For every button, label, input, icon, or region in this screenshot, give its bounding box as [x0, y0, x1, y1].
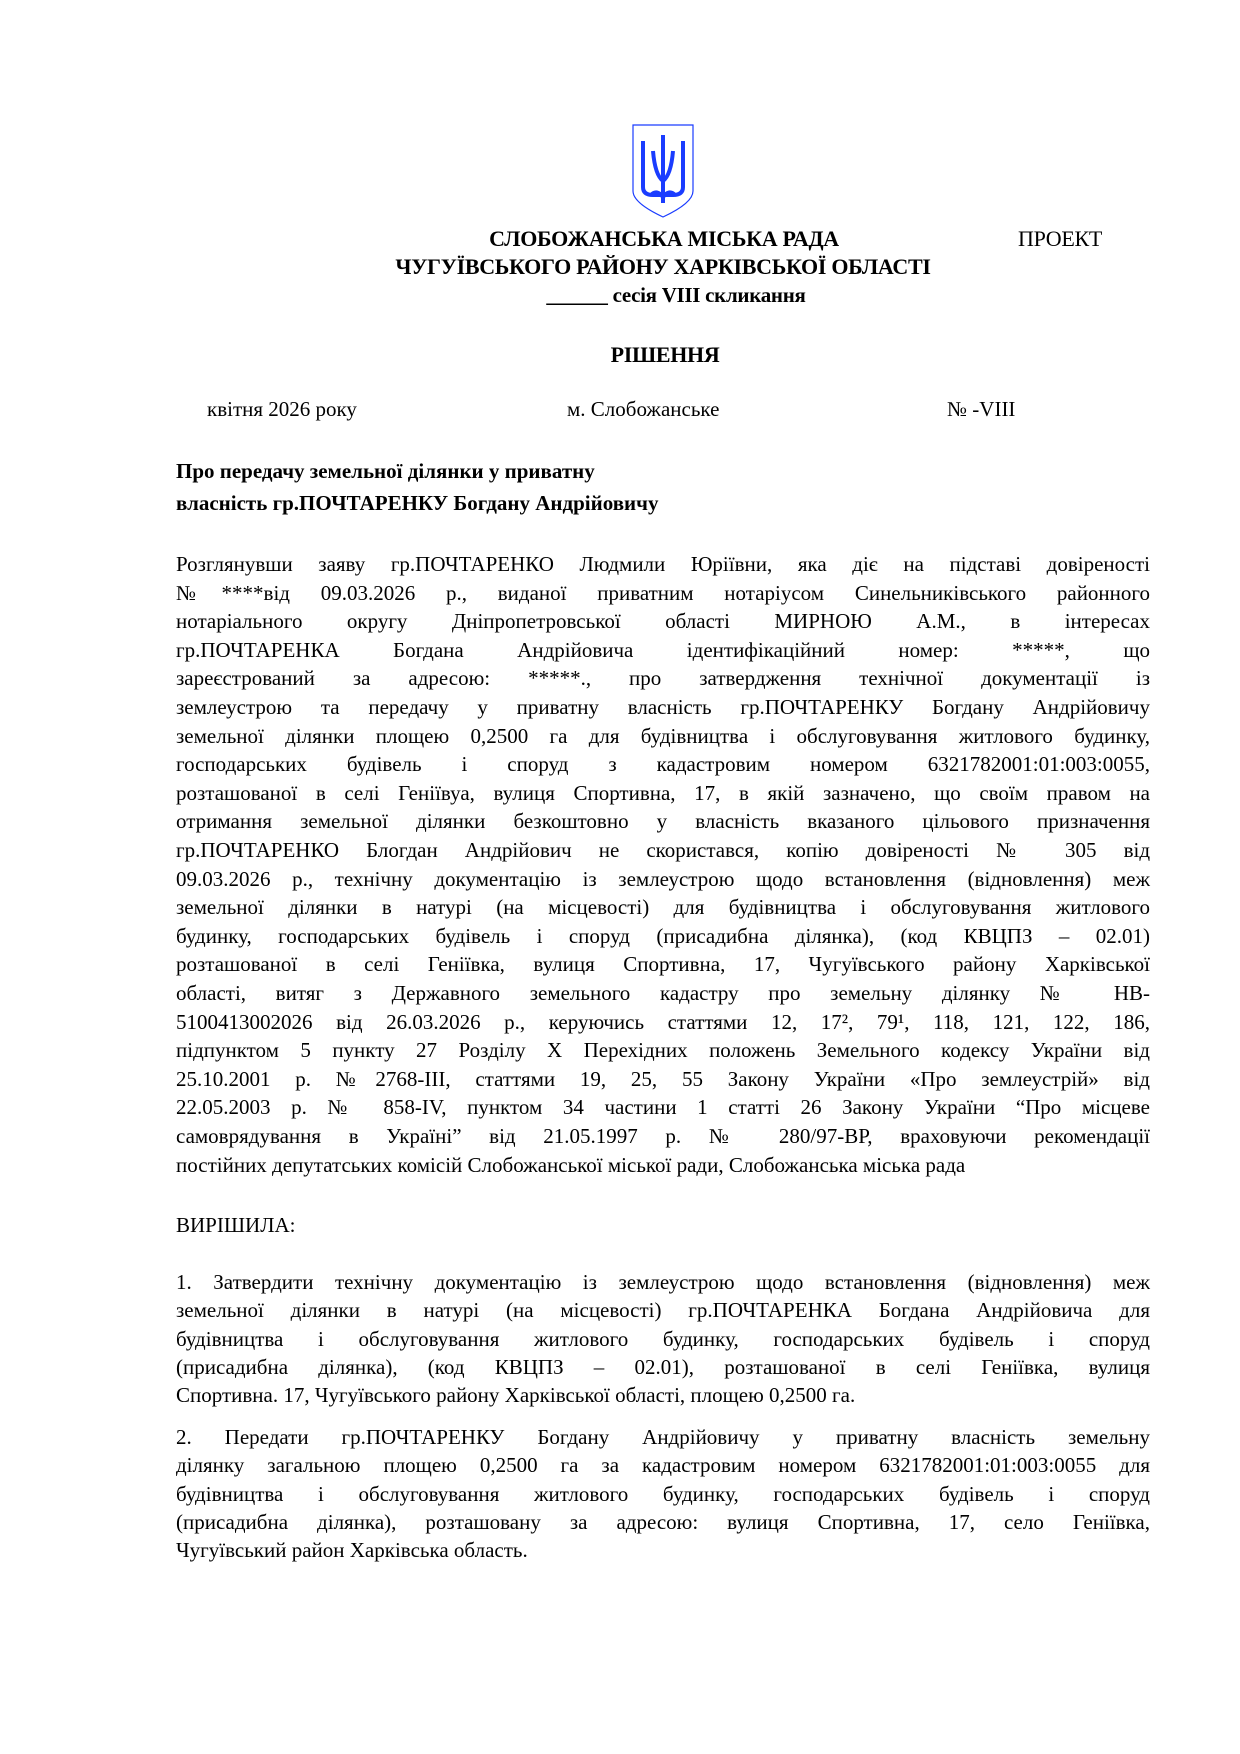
preamble-line: розташованої в селі Геніївка, вулиця Спортивна, 17, Чугуївського району Харківської [176, 952, 1150, 977]
preamble-line: будинку, господарських будівель і споруд (присадибна ділянка), (код КВЦПЗ – 02.01) [176, 923, 1150, 948]
preamble-line: Розглянувши заяву гр.ПОЧТАРЕНКО Людмили Юріївни, яка діє на підставі довіреності [176, 552, 1150, 576]
preamble-line: землеустрою та передачу у приватну власність гр.ПОЧТАРЕНКУ Богдану Андрійовичу [176, 695, 1150, 719]
item2-line: будівництва і обслуговування житлового будинку, господарських будівель і споруд [176, 1481, 1150, 1506]
preamble-line: розташованої в селі Генiївуа, вулиця Спортивна, 17, в якій зазначено, що своїм правом на [176, 780, 1150, 805]
preamble-line: господарських будівель і споруд з кадастровим номером 6321782001:01:003:0055, [176, 752, 1150, 777]
item1-line: (присадибна ділянка), (код КВЦПЗ – 02.01), розташованої в селі Геніївка, вулиця [176, 1354, 1150, 1379]
resolved-heading: ВИРІШИЛА: [176, 1213, 296, 1237]
decision-place: м. Слобожанське [567, 397, 720, 421]
preamble-line: підпунктом 5 пункту 27 Розділу X Перехідних положень Земельного кодексу України від [176, 1038, 1150, 1063]
item1-line: Спортивна. 17, Чугуївського району Харківської області, площею 0,2500 га. [176, 1383, 856, 1408]
item2-line: ділянку загальною площею 0,2500 га за кадастровим номером 6321782001:01:003:0055 для [176, 1453, 1150, 1478]
preamble-line: 22.05.2003 р. № 858-IV, пунктом 34 частини 1 статті 26 Закону України “Про місцеве [176, 1095, 1150, 1120]
draft-label: ПРОЕКТ [1018, 226, 1103, 251]
preamble-line: 5100413002026 від 26.03.2026 р., керуючись статтями 12, 17², 79¹, 118, 121, 122, 186, [176, 1009, 1150, 1034]
preamble-line: 25.10.2001 р. №2768-ІІІ, статтями 19, 25, 55 Закону України «Про землеустрій» від [176, 1066, 1150, 1091]
item1-line: 1. Затвердити технічну документацію із землеустрою щодо встановлення (відновлення) меж [176, 1270, 1150, 1294]
preamble-line: зареєстрований за адресою: *****., про затвердження технічної документації із [176, 666, 1150, 691]
coat-of-arms-icon [631, 123, 695, 219]
item2-line: (присадибна ділянка), розташовану за адресою: вулиця Спортивна, 17, село Геніївка, [176, 1509, 1150, 1534]
district-name: ЧУГУЇВСЬКОГО РАЙОНУ ХАРКІВСЬКОЇ ОБЛАСТІ [395, 254, 931, 279]
preamble-line: 09.03.2026 р., технічну документацію із землеустрою щодо встановлення (відновлення) меж [176, 866, 1150, 891]
item2-line: Чугуївський район Харківська область. [176, 1538, 528, 1563]
preamble-line: самоврядування в Україні” від 21.05.1997 р. № 280/97-ВР, враховуючи рекомендації [176, 1124, 1150, 1148]
preamble-line: гр.ПОЧТАРЕНКО Блогдан Андрійович не скористався, копію довіреності № 305 від [176, 838, 1150, 862]
item1-line: будівництва і обслуговування житлового будинку, господарських будівель і споруд [176, 1326, 1150, 1351]
preamble-line: отримання земельної ділянки безкоштовно у власність вказаного цільового призначення [176, 809, 1150, 834]
preamble-line: земельної ділянки площею 0,2500 га для будівництва і обслуговування житлового будинку, [176, 723, 1150, 748]
preamble-line: гр.ПОЧТАРЕНКА Богдана Андрійовича ідентифікаційний номер: *****, що [176, 637, 1150, 662]
preamble-line: області, витяг з Державного земельного кадастру про земельну ділянку № НВ- [176, 981, 1150, 1005]
decision-date: квітня 2026 року [207, 397, 357, 421]
document-title-line-2: власність гр.ПОЧТАРЕНКУ Богдану Андрійовичу [176, 491, 659, 515]
document-type: РІШЕННЯ [610, 342, 720, 367]
document-title-line-1: Про передачу земельної ділянки у приватну [176, 459, 595, 483]
preamble-line: постійних депутатських комісій Слобожанської міської ради, Слобожанська міська рада [176, 1152, 966, 1177]
item2-line: 2. Передати гр.ПОЧТАРЕНКУ Богдану Андрійовичу у приватну власність земельну [176, 1425, 1150, 1449]
preamble-line: земельної ділянки в натурі (на місцевості) для будівництва і обслуговування житлового [176, 895, 1150, 920]
preamble-line: №****від 09.03.2026 р., виданої приватним нотаріусом Синельниківського районного [176, 580, 1150, 605]
preamble-line: нотаріального округу Дніпропетровської області МИРНОЮ А.М., в інтересах [176, 609, 1150, 634]
item1-line: земельної ділянки в натурі (на місцевості) гр.ПОЧТАРЕНКА Богдана Андрійовича для [176, 1298, 1150, 1323]
council-name: СЛОБОЖАНСЬКА МІСЬКА РАДА [489, 226, 839, 251]
decision-number: № -VIII [947, 397, 1016, 421]
session-line: ______ сесія VIII скликання [546, 283, 806, 307]
